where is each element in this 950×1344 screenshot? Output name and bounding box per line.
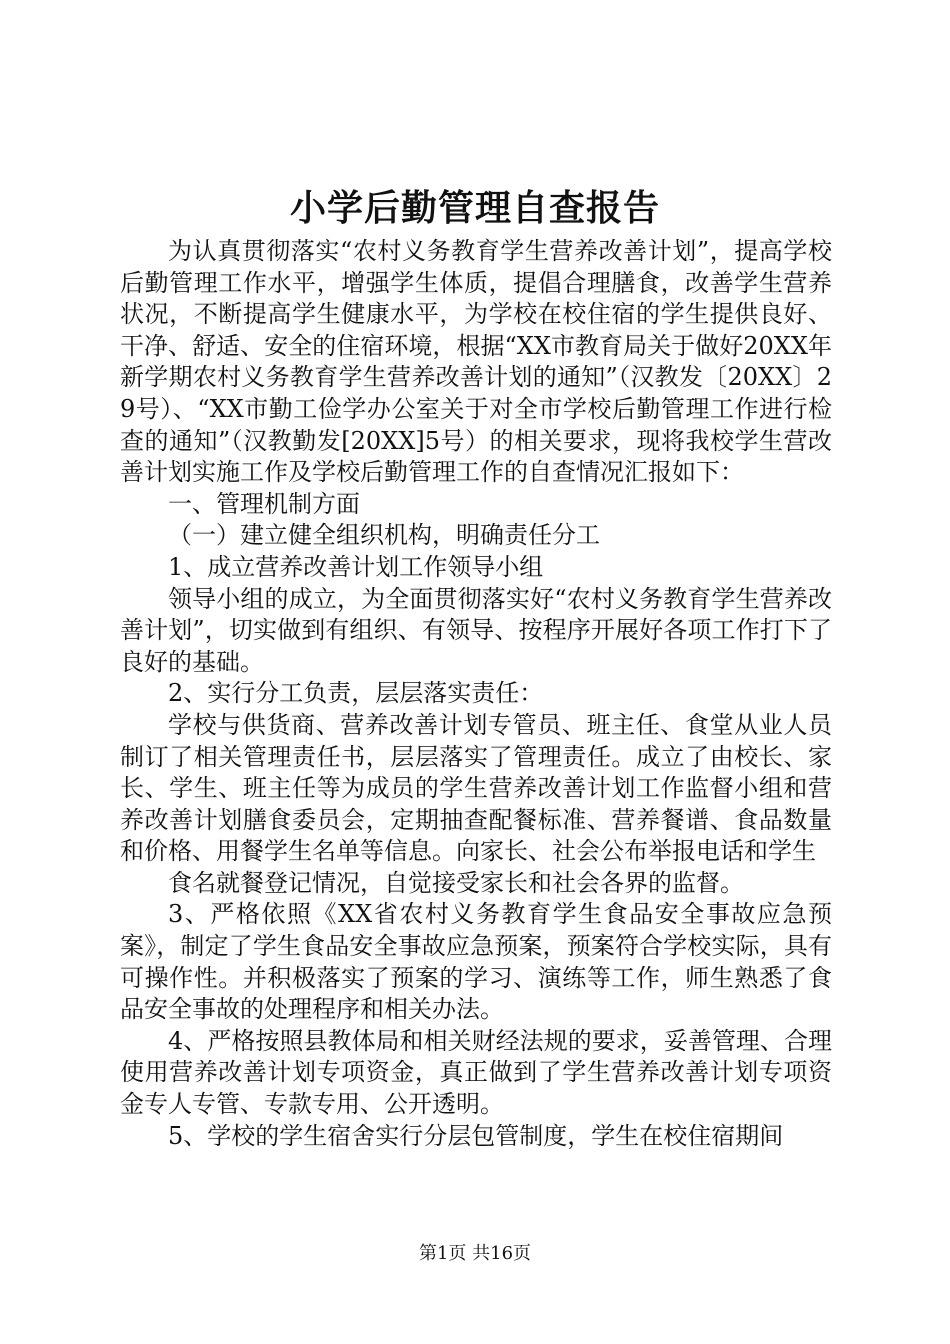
page-number: 第1页 共16页: [418, 1243, 532, 1264]
document-body: [120, 236, 832, 1152]
paragraph-intro: 为认真贯彻落实“农村义务教育学生营养改善计划”，提高学校后勤管理工作水平，增强学生体质，提倡合理膳食，改善学生营养状况，不断提高学生健康水平，为学校在校住宿的学生提供良好、干净、舒适、安全的住宿环境，根据“XX市教育局关于做好20XX年新学期农村义务教育学生营养改善计划的通知”（汉教发〔20XX〕29号）、“XX市勤工俭学办公室关于对全市学校后勤管理工作进行检查的通知”（汉教勤发[20XX]5号）的相关要求，现将我校学生营改善计划实施工作及学校后勤管理工作的自查情况汇报如下：: [120, 237, 832, 487]
paragraph-item-1: 领导小组的成立，为全面贯彻落实好“农村义务教育学生营养改善计划”，切实做到有组织、有领导、按程序开展好各项工作打下了良好的基础。: [120, 584, 832, 676]
heading-subsection-1: （一）建立健全组织机构，明确责任分工: [168, 521, 600, 550]
heading-item-2: 2、实行分工负责，层层落实责任：: [168, 679, 544, 708]
heading-section-1: 一、管理机制方面: [168, 489, 360, 518]
paragraph-item-3: 3、严格依照《XX省农村义务教育学生食品安全事故应急预案》，制定了学生食品安全事故应急预案，预案符合学校实际，具有可操作性。并积极落实了预案的学习、演练等工作，师生熟悉了食品安全事故的处理程序和相关办法。: [120, 900, 832, 1024]
paragraph-item-5: 5、学校的学生宿舍实行分层包管制度，学生在校住宿期间: [168, 1121, 784, 1150]
paragraph-item-2-cont: 食名就餐登记情况，自觉接受家长和社会各界的监督。: [168, 868, 744, 897]
document-title: 小学后勤管理自查报告: [289, 187, 660, 229]
paragraph-item-4: 4、严格按照县教体局和相关财经法规的要求，妥善管理、合理使用营养改善计划专项资金，真正做到了学生营养改善计划专项资金专人专管、专款专用、公开透明。: [120, 1026, 832, 1119]
heading-item-1: 1、成立营养改善计划工作领导小组: [168, 552, 544, 581]
paragraph-item-2: 学校与供货商、营养改善计划专管员、班主任、食堂从业人员制订了相关管理责任书，层层落实了管理责任。成立了由校长、家长、学生、班主任等为成员的学生营养改善计划工作监督小组和营养改善计划膳食委员会，定期抽查配餐标准、营养餐谱、食品数量和价格、用餐学生名单等信息。向家长、社会公布举报电话和学生: [120, 710, 832, 866]
